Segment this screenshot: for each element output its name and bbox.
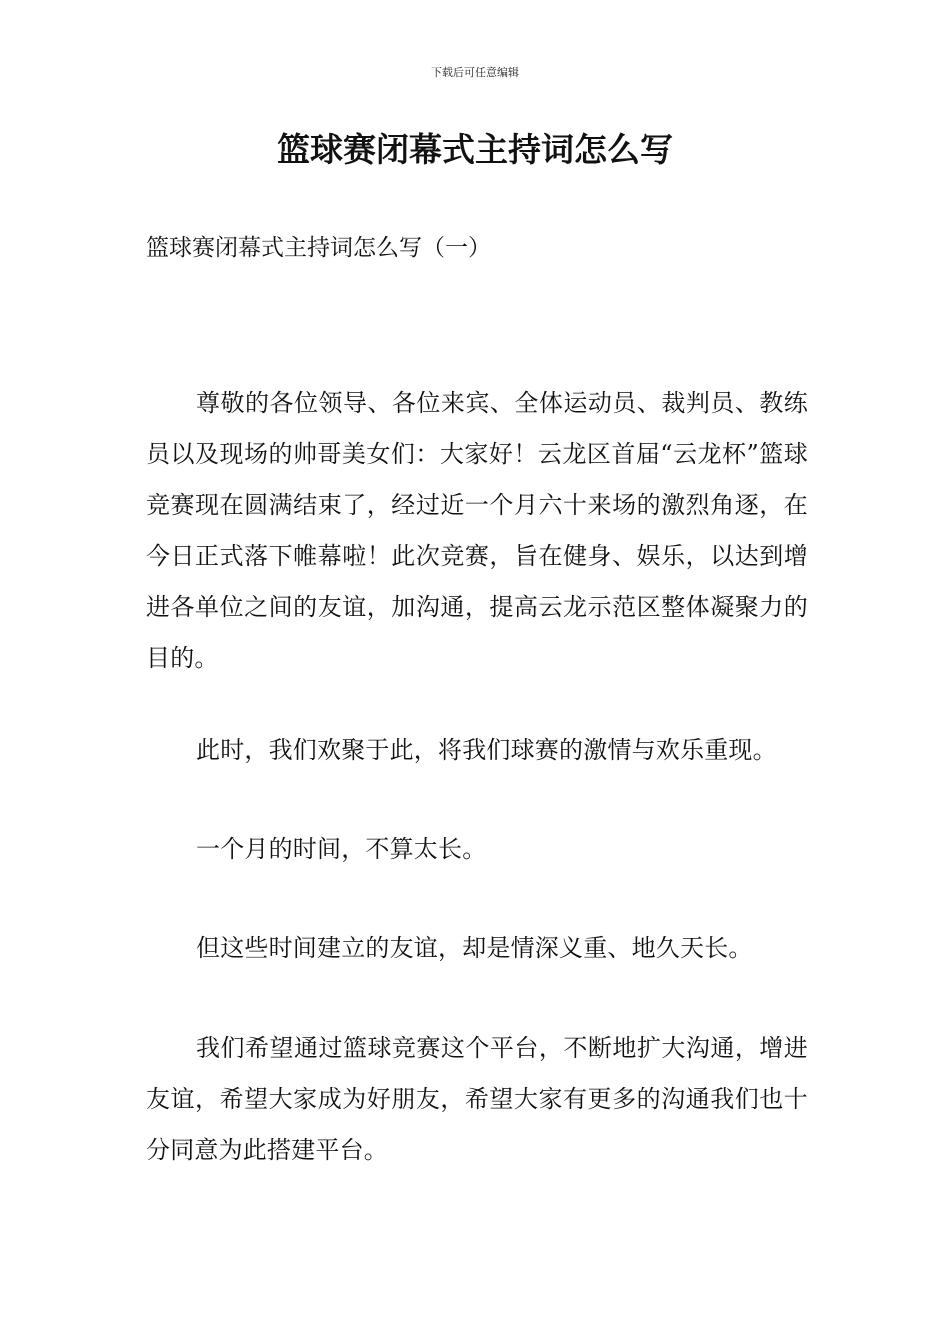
paragraph: 但这些时间建立的友谊，却是情深义重、地久天长。 [196,934,753,962]
document-title: 篮球赛闭幕式主持词怎么写 [277,130,673,169]
header-note: 下载后可任意编辑 [431,66,519,79]
paragraph: 我们希望通过篮球竞赛这个平台，不断地扩大沟通，增进友谊，希望大家成为好朋友，希望大家有更多的沟通我们也十分同意为此搭建平台。 [146,1034,808,1164]
paragraph: 一个月的时间，不算太长。 [196,835,487,863]
paragraph: 此时，我们欢聚于此，将我们球赛的激情与欢乐重现。 [196,736,777,764]
paragraph: 尊敬的各位领导、各位来宾、全体运动员、裁判员、教练员以及现场的帅哥美女们：大家好！云龙区首届“云龙杯”篮球竞赛现在圆满结束了，经过近一个月六十来场的激烈角逐，在今日正式落下帷幕啦！此次竞赛，旨在健身、娱乐，以达到增进各单位之间的友谊，加沟通，提高云龙示范区整体凝聚力的目的。 [146,389,808,672]
section-heading: 篮球赛闭幕式主持词怎么写（一） [146,235,491,261]
